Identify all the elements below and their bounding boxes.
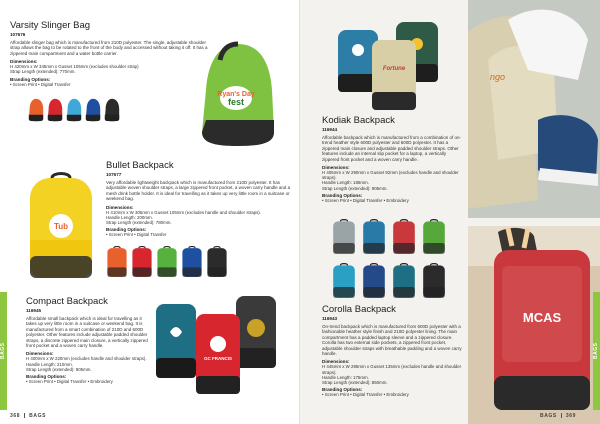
kodiak-photo-logo: ngo (490, 72, 506, 82)
product-code: 116944 (322, 127, 338, 132)
right-folio (540, 413, 576, 419)
dimensions-text: H 420mm x W 345mm x Gusset 105mm (excludes shoulder strap) Strap Length (extended): 770mm. (10, 64, 139, 75)
product-code: 107677 (106, 172, 122, 177)
corolla-lifestyle-photo (468, 226, 600, 424)
colour-variant-bag (85, 96, 101, 124)
colour-variant-bag (332, 218, 356, 256)
dimensions-text: H 400mm x W 220mm (excludes handle and shoulder straps). Handle Length: 210mm. Strap Length (extended): 905mm. (26, 356, 147, 372)
branding-label: Branding Options: (26, 374, 67, 380)
product-title: Varsity Slinger Bag (10, 20, 91, 31)
colour-variant-bag (392, 218, 416, 256)
left-side-tab-label: BAGS (0, 342, 6, 360)
colour-variant-bag (422, 262, 446, 300)
kodiak-logo: Fortune (382, 66, 406, 72)
branding-label: Branding Options: (322, 387, 363, 393)
corolla-colour-grid (332, 218, 472, 302)
corolla-photo-illustration (468, 226, 600, 424)
dimensions-text: H 410mm x W 305mm x Gusset 105mm (excludes handle and shoulder straps). Handle Length: 200mm. Strap Length (extended): 780mm. (106, 209, 261, 226)
compact-backpack-group-image (152, 292, 282, 400)
product-code: 107676 (10, 32, 26, 37)
folio-divider (561, 413, 562, 418)
left-section-name: BAGS (29, 413, 47, 419)
colour-variant-bag (104, 96, 120, 124)
branding-text: • Screen Print • Digital Transfer (10, 81, 71, 87)
left-page-number: 368 (10, 413, 21, 419)
colour-variant-bag (47, 96, 63, 124)
colour-variant-bag (206, 246, 228, 278)
right-page (300, 0, 600, 424)
varsity-logo: fest (227, 97, 245, 107)
branding-text: • Screen Print • Digital Transfer • Embroidery (322, 392, 409, 398)
right-page-number: 369 (565, 413, 577, 419)
dimensions-label: Dimensions: (26, 351, 54, 357)
bullet-backpack-image (22, 170, 100, 282)
product-title: Bullet Backpack (106, 160, 174, 171)
product-title: Corolla Backpack (322, 304, 396, 315)
colour-variant-bag (422, 218, 446, 256)
varsity-slinger-info (10, 20, 210, 89)
dimensions-text: H 445mm x W 295mm x Gusset 135mm (excludes handle and shoulder straps). Handle Length: 175mm. Strap Length (extended): 850mm. (322, 364, 462, 386)
left-folio (10, 413, 46, 419)
right-side-tab (593, 292, 600, 410)
folio-divider (24, 413, 25, 418)
colour-variant-bag (362, 218, 386, 256)
left-side-tab (0, 292, 7, 410)
product-code: 116945 (26, 308, 42, 313)
varsity-colour-row (28, 96, 123, 129)
product-description: On-trend backpack which is manufactured from 600D polyester with a fashionable heather style finish and 210D polyester lining. The main compartment has a padded laptop sleeve and a zippered closure. Corolla has two external side pockets, a zippered front pocket, adjustable shoulder straps with breathable padding and a woven carry handle. (322, 324, 462, 357)
right-section-name: BAGS (540, 413, 557, 419)
kodiak-lifestyle-photo (468, 0, 600, 218)
right-side-tab-label: BAGS (593, 342, 599, 360)
kodiak-backpack-info (322, 115, 464, 205)
colour-variant-bag (106, 246, 128, 278)
product-description: Affordable small backpack which is ideal for travelling as it takes up very little room in a suitcase or weekend bag. It is manufactured from a smart combination of 210D and 600D polyester. Other features include adjustable padded shoulder straps, a discrete zippered main closure, a vertically zippered front pocket and a woven carry handle. (26, 316, 148, 349)
corolla-backpack-info (322, 304, 464, 399)
colour-variant-bag (332, 262, 356, 300)
colour-variant-bag (131, 246, 153, 278)
dimensions-label: Dimensions: (106, 204, 134, 210)
bullet-backpack-info (106, 160, 296, 239)
branding-text: • Screen Print • Digital Transfer • Embroidery (322, 197, 409, 203)
kodiak-backpack-group-image (334, 20, 444, 112)
branding-text: • Screen Print • Digital Transfer • Embroidery (26, 379, 113, 385)
colour-variant-bag (181, 246, 203, 278)
colour-variant-bag (156, 246, 178, 278)
corolla-photo-logo: MCAS (522, 310, 562, 325)
branding-text: • Screen Print • Digital Transfer (106, 232, 167, 238)
compact-logo: GC FRANCIS (204, 356, 232, 361)
product-description: Affordable backpack which is manufactured from a combination of on-trend heather style 600D polyester and 600D polyester. It has a zippered main closure and adjustable padded shoulder straps. Other features include an internal slip pocket for a laptop, a vertically zippered front pocket and a woven carry handle. (322, 135, 461, 162)
product-title: Compact Backpack (26, 296, 108, 307)
branding-label: Branding Options: (10, 76, 51, 82)
bullet-colour-row (106, 246, 231, 283)
colour-variant-bag (28, 96, 44, 124)
product-title: Kodiak Backpack (322, 115, 395, 126)
colour-variant-bag (66, 96, 82, 124)
product-description: Affordable slinger bag which is manufactured from 210D polyester. The single, adjustable shoulder strap allows the bag to be rotated to the front of the body and accessed without taking it off. It has a zippered main compartment and a water bottle carrier. (10, 40, 208, 56)
varsity-slinger-bag-image (198, 40, 278, 150)
colour-variant-bag (362, 262, 386, 300)
bullet-logo: Tub (53, 222, 69, 231)
product-code: 116943 (322, 316, 338, 321)
branding-label: Branding Options: (106, 227, 147, 233)
varsity-logo-small: Ryan's Day (217, 91, 255, 98)
kodiak-photo-illustration (468, 0, 600, 218)
product-description: Very affordable lightweight backpack which is manufactured from 210D polyester. It has adjustable woven shoulder straps, a large zippered front pocket, a woven carry handle and a mesh drink bottle holder. It is ideal for travelling as it takes up very little room in a suitcase or weekend bag. (106, 180, 291, 202)
colour-variant-bag (392, 262, 416, 300)
dimensions-text: H 405mm x W 290mm x Gusset 92mm (excludes handle and shoulder straps). Handle Length: 185mm. Strap Length (extended): 905mm. (322, 170, 459, 191)
dimensions-label: Dimensions: (322, 165, 350, 171)
compact-backpack-info (26, 296, 152, 386)
branding-label: Branding Options: (322, 192, 363, 198)
dimensions-label: Dimensions: (322, 359, 350, 365)
dimensions-label: Dimensions: (10, 59, 38, 65)
